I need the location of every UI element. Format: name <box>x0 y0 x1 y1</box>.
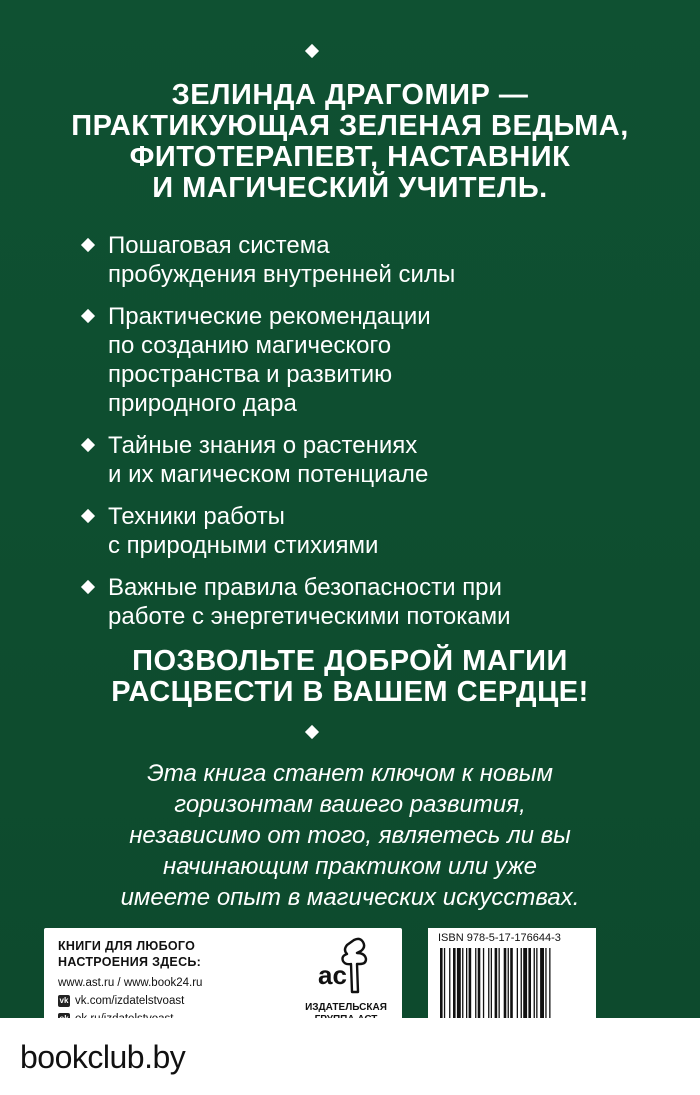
call-to-action-line: РАСЦВЕСТИ В ВАШЕМ СЕРДЦЕ! <box>111 676 589 708</box>
pitch-line: независимо от того, являетесь ли вы <box>129 822 571 849</box>
vk-icon: vk <box>59 996 69 1005</box>
author-heading-line: ЗЕЛИНДА ДРАГОМИР — <box>171 79 529 111</box>
vk-link-text: vk.com/izdatelstvoast <box>75 995 185 1007</box>
feature-item <box>78 231 638 289</box>
feature-item <box>78 431 638 489</box>
diamond-ornament-top <box>305 44 319 58</box>
author-heading-line: И МАГИЧЕСКИЙ УЧИТЕЛЬ. <box>152 172 548 204</box>
publisher-name-line: ИЗДАТЕЛЬСКАЯ <box>305 1002 387 1013</box>
feature-line: Тайные знания о растениях <box>108 432 418 459</box>
pitch-line: начинающим практиком или уже <box>163 853 537 880</box>
feature-line: пробуждения внутренней силы <box>108 261 456 288</box>
diamond-ornament-middle <box>305 725 319 739</box>
publisher-block <box>296 936 396 1026</box>
diamond-bullet-icon <box>81 580 95 594</box>
diamond-bullet-icon <box>81 438 95 452</box>
feature-line: пространства и развитию <box>108 361 393 388</box>
feature-line: по созданию магического <box>108 332 392 359</box>
call-to-action-line: ПОЗВОЛЬТЕ ДОБРОЙ МАГИИ <box>132 645 568 677</box>
feature-item <box>78 302 638 418</box>
feature-line: Пошаговая система <box>108 232 330 259</box>
diamond-bullet-icon <box>81 238 95 252</box>
pitch-line: горизонтам вашего развития, <box>174 791 526 818</box>
publisher-links <box>58 938 278 1026</box>
feature-line: Важные правила безопасности при <box>108 574 502 601</box>
publisher-logo-text: ac <box>318 960 347 990</box>
feature-line: с природными стихиями <box>108 532 379 559</box>
feature-line: и их магическом потенциале <box>108 461 429 488</box>
info-title-line: НАСТРОЕНИЯ ЗДЕСЬ: <box>58 955 202 969</box>
website-links[interactable]: www.ast.ru / www.book24.ru <box>58 977 203 989</box>
feature-item <box>78 502 638 560</box>
isbn-text: ISBN 978-5-17-176644-3 <box>438 932 561 944</box>
author-heading-line: ПРАКТИКУЮЩАЯ ЗЕЛЕНАЯ ВЕДЬМА, <box>71 110 629 142</box>
diamond-bullet-icon <box>81 309 95 323</box>
site-watermark[interactable]: bookclub.by <box>20 1039 186 1075</box>
site-footer <box>0 1018 700 1095</box>
info-title <box>58 938 278 970</box>
book-pitch <box>30 758 670 913</box>
feature-line: Техники работы <box>108 503 285 530</box>
feature-line: Практические рекомендации <box>108 303 431 330</box>
author-heading <box>40 80 660 204</box>
author-heading-line: ФИТОТЕРАПЕВТ, НАСТАВНИК <box>129 141 571 173</box>
info-title-line: КНИГИ ДЛЯ ЛЮБОГО <box>58 939 196 953</box>
pitch-line: имеете опыт в магических искусствах. <box>120 884 580 911</box>
call-to-action-heading <box>40 646 660 708</box>
vk-link[interactable] <box>58 994 278 1008</box>
feature-list <box>78 231 638 644</box>
diamond-bullet-icon <box>81 509 95 523</box>
feature-line: работе с энергетическими потоками <box>108 603 511 630</box>
feature-item <box>78 573 638 631</box>
publisher-logo <box>314 936 378 998</box>
pitch-line: Эта книга станет ключом к новым <box>147 760 553 787</box>
feature-line: природного дара <box>108 390 297 417</box>
